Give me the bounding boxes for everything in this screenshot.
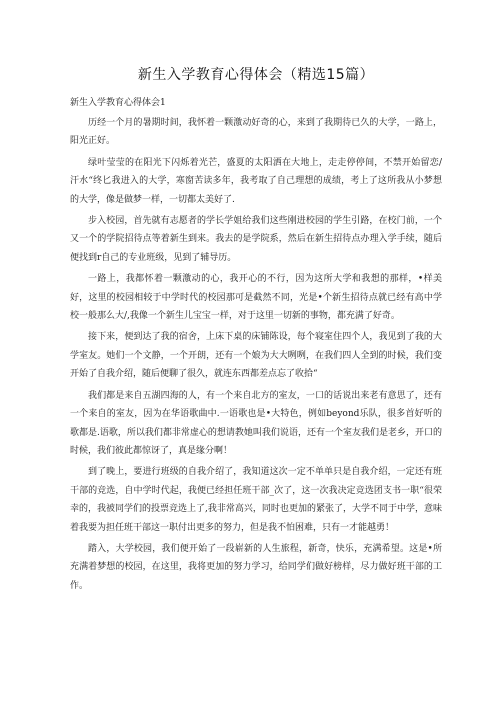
paragraph: 踏入，大学校园，我们便开始了一段崭新的人生旅程，新奇，快乐，充满希望。这是•所充满着梦想的校园，在这里，我将更加的努力学习，给同学们做好榜样，尽力做好班干部的工作。 <box>70 543 442 591</box>
paragraph: 到了晚上，要进行班级的自我介绍了，我知道这次一定不单单只是自我介绍，一定还有班干部的竞选，自中学时代起，我便已经担任班干部_次了，这一次我决定竞选团支书一职“很荣幸的，我被同学们的投票竞选上了,我非常高兴，同时也更加的紧张了，大学不同于中学，意味着我要为担任班干部这一职付出更多的努力，但是我不怕困难，只有一才能越勇！ <box>70 467 442 533</box>
paragraph: 我们都是来自五湖四海的人，有一个来自北方的室友，一口的话说出来老有意思了，还有一个来自的室友，因为在华语歌曲中.一语歌也是•大特色，例如beyond乐队，很多首好听的歌都是.语歌，所以我们都非常虚心的想请教她叫我们说语，还有一个室友我们是老乡，开口的时候，我们彼此都惊讶了，真是缘分啊！ <box>70 390 442 456</box>
paragraph: 步入校园，首先就有志愿者的学长学姐给我们这些刚进校园的学生引路，在校门前，一个又一个的学院招待点等着新生到来。我去的是学院系，然后在新生招待点办理入学手续，随后便找到r自己的专业班级，见到了辅导历。 <box>70 216 442 263</box>
paragraph: 一路上，我都怀着一颗激动的心，我开心的不行，因为这所大学和我想的那样，•样美好，这里的校园相较于中学时代的校园那可是截然不同，光是•个新生招待点就已经有高中学校一般那么大/,我像一个新生儿宝宝一样，对于这里一切新的事物，都充满了好奇。 <box>70 274 442 322</box>
paragraph: 历经一个月的暑期时间，我怀着一颗激动好奇的心，来到了我期待已久的大学，一路上，阳光正好。 <box>70 118 442 147</box>
section-heading: 新生入学教育心得体会1 <box>70 98 166 108</box>
document-title: 新生入学教育心得体会（精选15篇） <box>137 67 375 83</box>
paragraph: 绿叶莹莹的在阳光下闪烁着光芒，盛夏的太阳洒在大地上，走走停停间，不禁开始留恋/汗水“终匕我进入的大学，寒窗苦读多年，我考取了自己理想的成绩，考上了这所我从小梦想的大学，像是做梦一样，一切都太美好了. <box>70 157 442 205</box>
paragraph: 接下来，便到达了我的宿舍，上床下桌的床铺陈设，每个寝室住四个人，我见到了我的大学室友。她们一个文静，一个开朗，还有一个娘为大大咧咧，在我们四人全到的时候，我们变开始了自我介绍，随后便聊了很久，就连东西都差点忘了收拾“ <box>70 332 442 380</box>
